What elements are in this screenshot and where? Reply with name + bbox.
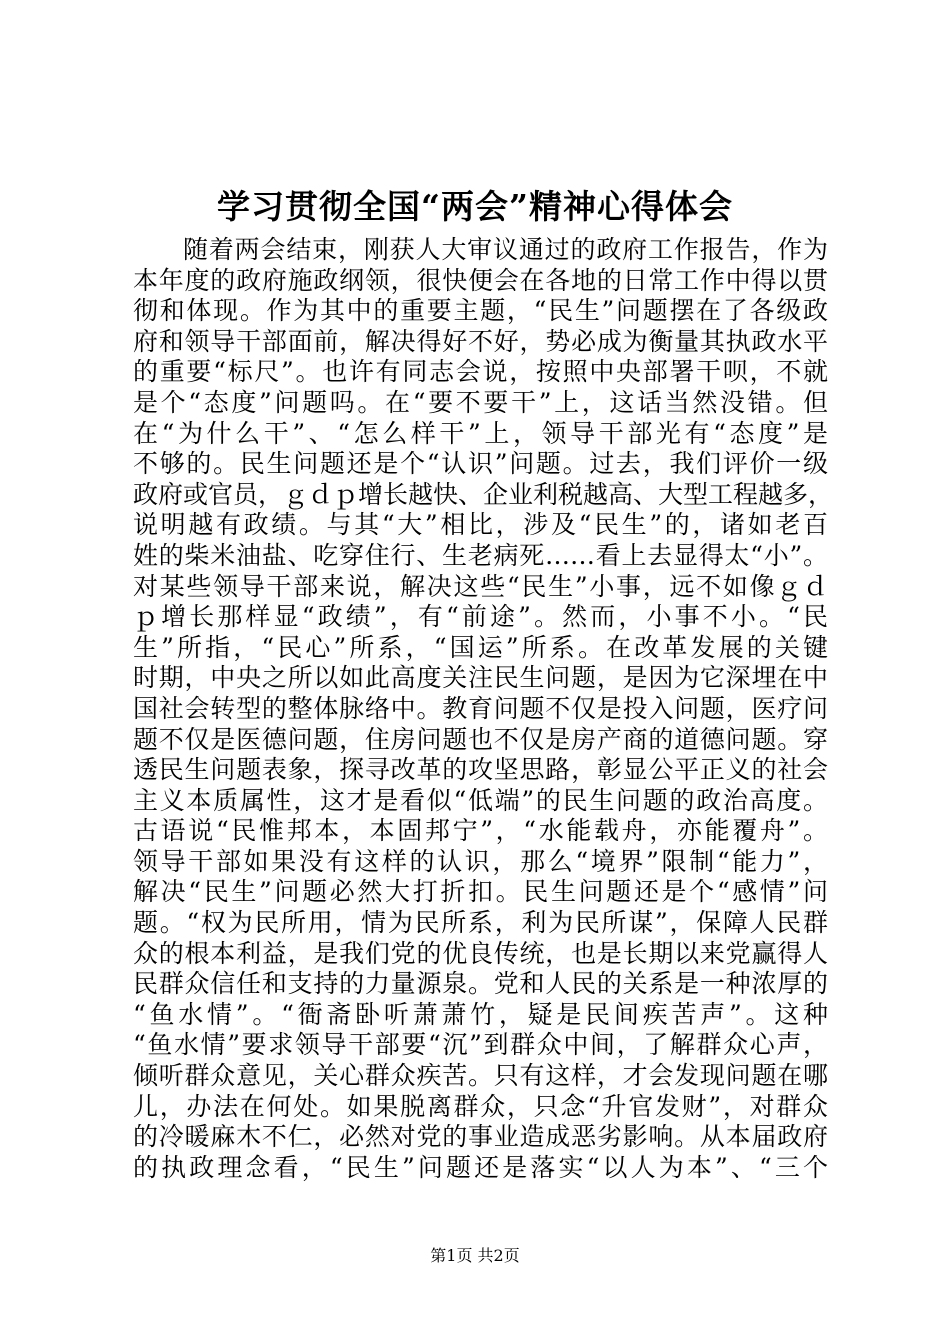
body-line: 众的根本利益，是我们党的优良传统，也是长期以来党赢得人 — [133, 938, 828, 968]
document-body — [133, 235, 834, 1183]
body-line: 政府或官员，ｇｄｐ增长越快、企业利税越高、大型工程越多， — [133, 479, 834, 509]
body-line: 府和领导干部面前，解决得好不好，势必成为衡量其执政水平 — [133, 326, 828, 356]
body-line: 生”所指，“民心”所系，“国运”所系。在改革发展的关键 — [133, 632, 828, 662]
body-line: 的冷暖麻木不仁，必然对党的事业造成恶劣影响。从本届政府 — [133, 1122, 828, 1152]
page-footer: 第1页 共2页 — [430, 1246, 520, 1265]
body-line: 说明越有政绩。与其“大”相比，涉及“民生”的，诸如老百 — [133, 510, 828, 540]
body-line: “鱼水情”。“衙斋卧听萧萧竹，疑是民间疾苦声”。这种 — [133, 999, 829, 1029]
body-line: 本年度的政府施政纲领，很快便会在各地的日常工作中得以贯 — [133, 265, 828, 295]
body-line: 倾听群众意见，关心群众疾苦。只有这样，才会发现问题在哪 — [133, 1061, 828, 1091]
body-line: 古语说“民惟邦本，本固邦宁”，“水能载舟，亦能覆舟”。 — [133, 816, 828, 846]
body-line: 儿，办法在何处。如果脱离群众，只念“升官发财”，对群众 — [133, 1091, 828, 1121]
body-line: 彻和体现。作为其中的重要主题，“民生”问题摆在了各级政 — [133, 296, 828, 326]
body-line: 对某些领导干部来说，解决这些“民生”小事，远不如像ｇｄ — [133, 571, 828, 601]
body-line: 是个“态度”问题吗。在“要不要干”上，这话当然没错。但 — [133, 387, 828, 417]
body-line: 解决“民生”问题必然大打折扣。民生问题还是个“感情”问 — [133, 877, 828, 907]
body-line: 主义本质属性，这才是看似“低端”的民生问题的政治高度。 — [133, 785, 828, 815]
document-title: 学习贯彻全国“两会”精神心得体会 — [217, 187, 733, 226]
body-line: 领导干部如果没有这样的认识，那么“境界”限制“能力”， — [133, 846, 828, 876]
body-line: 不够的。民生问题还是个“认识”问题。过去，我们评价一级 — [133, 449, 828, 479]
body-line: ｐ增长那样显“政绩”，有“前途”。然而，小事不小。“民 — [133, 602, 828, 632]
body-line: 的重要“标尺”。也许有同志会说，按照中央部署干呗，不就 — [133, 357, 828, 387]
body-line: 民群众信任和支持的力量源泉。党和人民的关系是一种浓厚的 — [133, 969, 828, 999]
body-line: “鱼水情”要求领导干部要“沉”到群众中间，了解群众心声， — [133, 1030, 828, 1060]
body-line: 的执政理念看，“民生”问题还是落实“以人为本”、“三个 — [133, 1152, 828, 1182]
body-line: 姓的柴米油盐、吃穿住行、生老病死……看上去显得太“小”。 — [133, 540, 828, 570]
body-line: 透民生问题表象，探寻改革的攻坚思路，彰显公平正义的社会 — [133, 755, 828, 785]
body-line: 随着两会结束，刚获人大审议通过的政府工作报告，作为 — [183, 235, 828, 264]
body-line: 在“为什么干”、“怎么样干”上，领导干部光有“态度”是 — [133, 418, 828, 448]
body-line: 国社会转型的整体脉络中。教育问题不仅是投入问题，医疗问 — [133, 693, 828, 723]
body-line: 题不仅是医德问题，住房问题也不仅是房产商的道德问题。穿 — [133, 724, 828, 754]
body-line: 题。“权为民所用，情为民所系，利为民所谋”，保障人民群 — [133, 908, 828, 938]
body-line: 时期，中央之所以如此高度关注民生问题，是因为它深埋在中 — [133, 663, 828, 693]
